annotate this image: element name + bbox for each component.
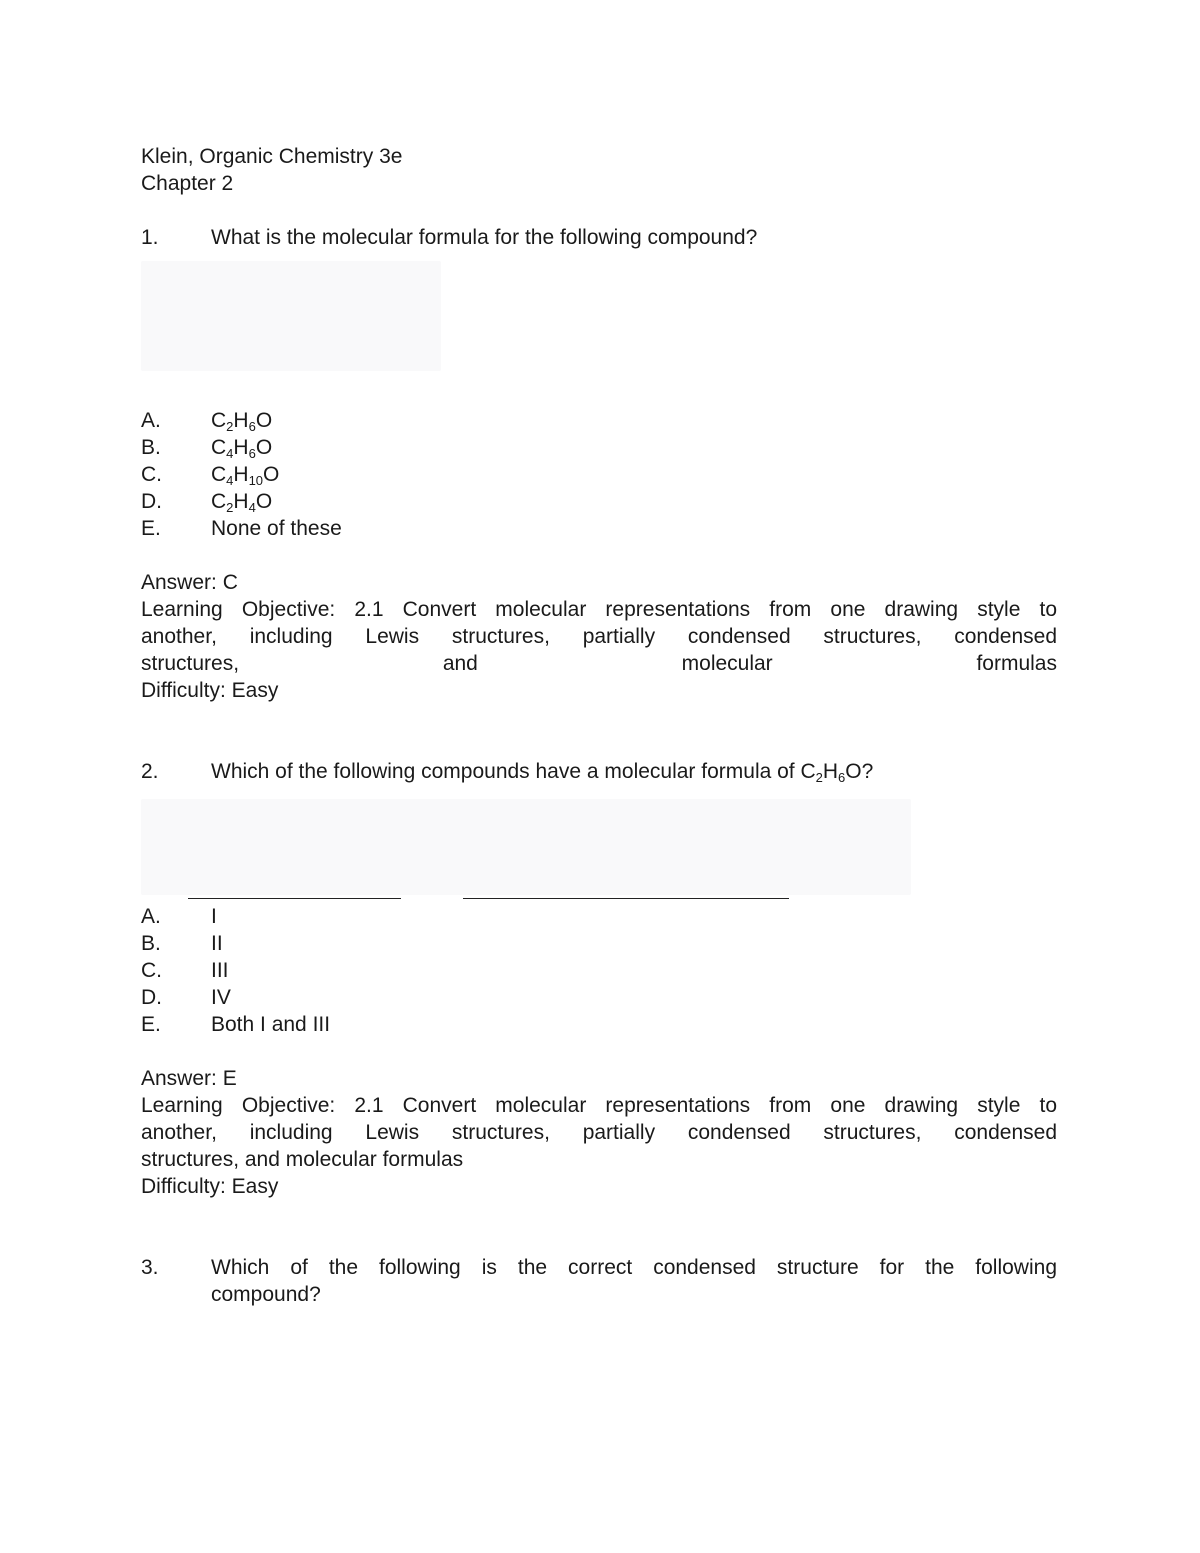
formula: $C_4H_{10}O$ <box>211 463 280 488</box>
question-2 <box>141 758 1057 785</box>
question-3 <box>141 1254 1057 1308</box>
option-c: C. III <box>141 959 229 982</box>
option-d: D. IV <box>141 986 231 1009</box>
structures-figure-q2 <box>141 785 1057 903</box>
learning-objective-q1: Learning Objective: 2.1 Convert molecular representations from one drawing style to another, including Lewis structures, partially condensed structures, condensed structures, and molecular formulas <box>141 598 1057 675</box>
option-d: D. $C_2H_4O$ <box>141 490 273 515</box>
option-a: A. $C_2H_6O$ <box>141 409 273 434</box>
document-title: Klein, Organic Chemistry 3e <box>141 145 403 168</box>
formula: $C_4H_6O$ <box>211 436 273 461</box>
structure-underline-right <box>463 898 789 899</box>
structure-underline-left <box>188 898 401 899</box>
difficulty-q2: Difficulty: Easy <box>141 1175 279 1198</box>
formula: $C_2H_6O$ <box>211 409 273 434</box>
answer-q1: Answer: C <box>141 571 238 594</box>
option-e: E. Both I and III <box>141 1013 331 1036</box>
question-number: 3. <box>141 1256 159 1279</box>
structure-figure-q1 <box>141 251 1057 381</box>
formula: $C_2H_4O$ <box>211 490 273 515</box>
answer-q2: Answer: E <box>141 1067 237 1090</box>
options-q2 <box>141 903 1057 1038</box>
difficulty-q1: Difficulty: Easy <box>141 679 279 702</box>
question-text: What is the molecular formula for the following compound? <box>211 226 758 249</box>
option-b: B. $C_4H_6O$ <box>141 436 273 461</box>
option-e: E. None of these <box>141 517 342 540</box>
question-1 <box>141 224 1057 251</box>
question-number: 2. <box>141 760 159 783</box>
question-number: 1. <box>141 226 159 249</box>
option-b: B. II <box>141 932 223 955</box>
document-page <box>141 143 1057 1308</box>
option-a: A. I <box>141 905 217 928</box>
chapter-label: Chapter 2 <box>141 172 234 195</box>
options-q1 <box>141 407 1057 542</box>
question-text: Which of the following compounds have a molecular formula of $C_2H_6O$? <box>211 760 874 785</box>
question-text: Which of the following is the correct condensed structure for the following compound? <box>211 1256 1057 1306</box>
option-c: C. $C_4H_{10}O$ <box>141 463 280 488</box>
learning-objective-q2: Learning Objective: 2.1 Convert molecular representations from one drawing style to another, including Lewis structures, partially condensed structures, condensed structures, and molecular formulas <box>141 1094 1057 1171</box>
